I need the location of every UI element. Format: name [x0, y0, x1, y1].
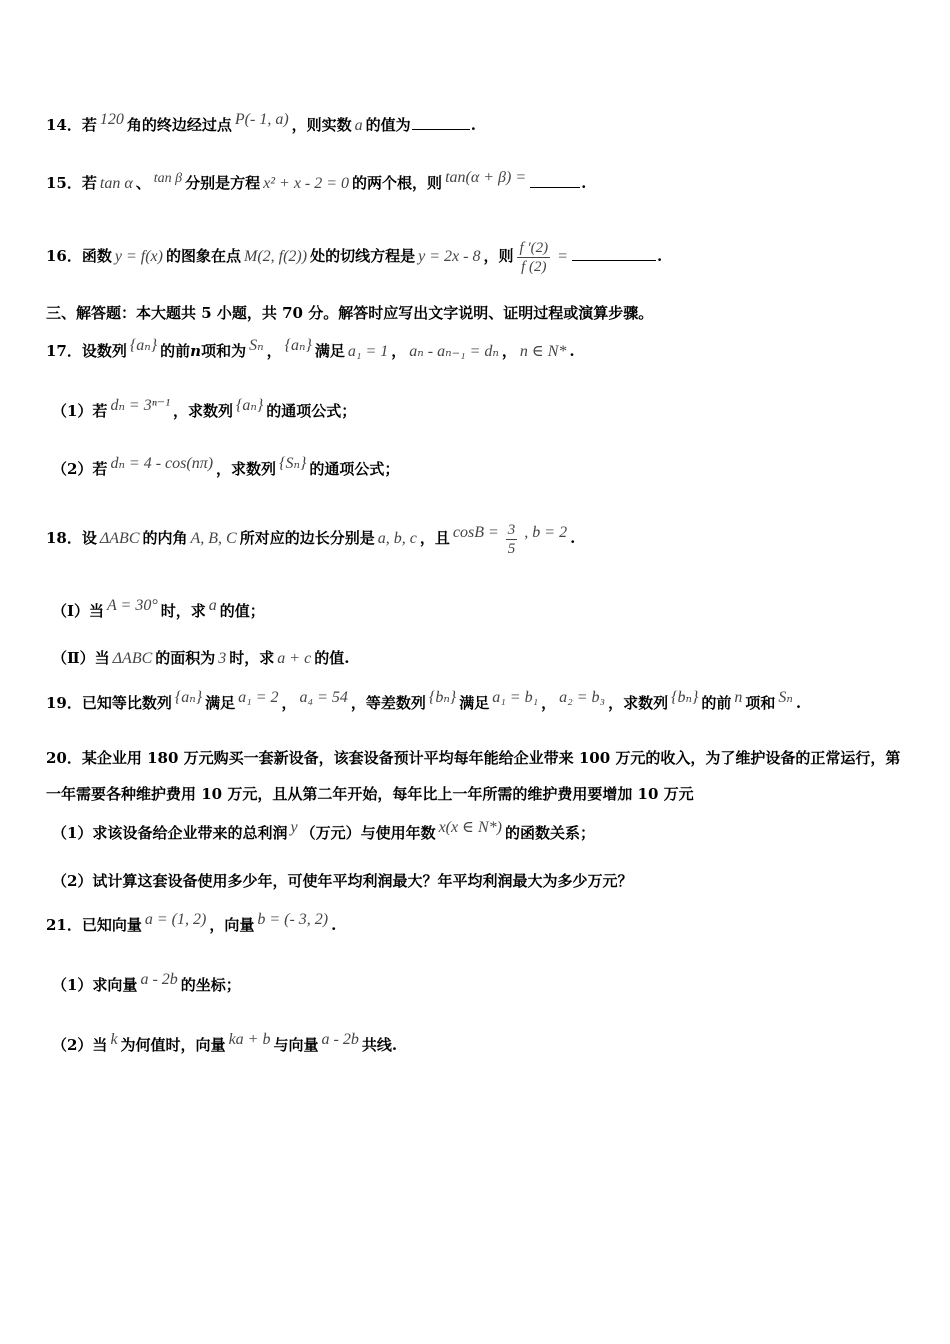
math-cond-3: n ∈ N*	[519, 343, 567, 360]
math-angles: A, B, C	[190, 530, 237, 547]
math-fraction: $\frac{3}{5}$	[507, 521, 516, 557]
math-sides: a, b, c	[377, 530, 417, 547]
math-cos: cosB =	[452, 524, 499, 541]
section-heading: 三、解答题：本大题共 5 小题，共 70 分。解答时应写出文字说明、证明过程或演算步骤。	[46, 304, 654, 322]
math-seq: {aₙ}	[284, 337, 312, 354]
math-equation: x² + x - 2 = 0	[263, 175, 350, 192]
math-cond-2: aₙ - aₙ₋₁ = dₙ	[409, 343, 499, 360]
math-seq: {aₙ}	[174, 689, 203, 706]
question-17-part-2: （2）若 dₙ = 4 - cos(nπ) ，求数列 {Sₙ} 的通项公式；	[52, 455, 400, 478]
question-21: 21．已知向量 a = (1, 2) ，向量 b = (- 3, 2) .	[46, 911, 337, 934]
math-triangle: ΔABC	[112, 650, 153, 667]
question-17-part-1: （1）若 dₙ = 3ⁿ⁻¹ ，求数列 {aₙ} 的通项公式；	[52, 397, 357, 420]
math-expression: a - 2b	[321, 1031, 359, 1048]
math-cond-4: a₂ = b₃	[559, 689, 606, 706]
math-seq: {bₙ}	[671, 689, 699, 706]
math-triangle: ΔABC	[99, 530, 140, 547]
math-seq: {Sₙ}	[279, 455, 307, 472]
question-21-part-1: （1）求向量 a - 2b 的坐标；	[52, 971, 241, 994]
math-value: 3	[218, 650, 227, 667]
math-tan-beta: tan β	[153, 171, 183, 186]
question-18: 18．设 ΔABC 的内角 A, B, C 所对应的边长分别是 a, b, c ，且 cosB = $\frac{3}{5}$ , b = 2 .	[46, 521, 576, 557]
math-cond-1: a₁ = 2	[238, 689, 279, 706]
question-15: 15．若 tan α 、 tan β 分别是方程 x² + x - 2 = 0 的两个根，则 tan(α + β) = .	[46, 169, 587, 192]
math-expression: a - 2b	[140, 971, 178, 988]
math-point: M(2, f(2))	[244, 248, 308, 265]
question-20-part-1: （1）求该设备给企业带来的总利润 y （万元）与使用年数 x(x ∈ N*) 的函数关系；	[52, 819, 595, 842]
question-14: 14．若 120 角的终边经过点 P(- 1, a) ，则实数 a 的值为 .	[46, 111, 476, 134]
math-sum: Sₙ	[778, 689, 793, 706]
math-vector-b: b = (- 3, 2)	[257, 911, 329, 928]
question-20-part-2: （2）试计算这套设备使用多少年，可使年平均利润最大？年平均利润最大为多少万元？	[52, 872, 633, 890]
math-angle: 120	[99, 111, 124, 128]
question-18-part-1: （Ⅰ）当 A = 30° 时，求 a 的值；	[52, 597, 265, 620]
question-19: 19．已知等比数列 {aₙ} 满足 a₁ = 2 ， a₄ = 54 ，等差数列 {bₙ} 满足 a₁ = b₁ ， a₂ = b₃ ，求数列 {bₙ} 的前 n 项和 Sₙ .	[46, 689, 802, 712]
math-seq: {aₙ}	[129, 337, 158, 354]
math-n: n	[734, 689, 743, 706]
math-function: y = f(x)	[114, 248, 163, 265]
math-b: , b = 2	[524, 524, 568, 541]
math-cond-1: a₁ = 1	[347, 343, 389, 360]
question-21-part-2: （2）当 k 为何值时，向量 ka + b 与向量 a - 2b 共线.	[52, 1031, 398, 1054]
math-x: x(x ∈ N*)	[438, 819, 502, 836]
math-seq: {aₙ}	[236, 397, 264, 414]
answer-blank	[412, 115, 470, 130]
question-20: 20．某企业用 180 万元购买一套新设备，该套设备预计平均每年能给企业带来 100 万元的收入，为了维护设备的正常运行，第一年需要各种维护费用 10 万元，且从第二年开始，每年比上一年所需的维护费用要增加 10 万元	[46, 749, 901, 803]
math-expression: tan(α + β) =	[445, 169, 527, 186]
question-16: 16．函数 y = f(x) 的图象在点 M(2, f(2)) 处的切线方程是 y = 2x - 8 ，则 $\frac{f '(2)}{f (2)}$ = .	[46, 239, 663, 275]
answer-blank	[530, 173, 580, 188]
math-tan-alpha: tan α	[99, 175, 133, 192]
math-expression: ka + b	[228, 1031, 271, 1048]
math-vector-a: a = (1, 2)	[144, 911, 207, 928]
math-expression: a + c	[277, 650, 312, 667]
answer-blank	[572, 246, 656, 261]
math-k: k	[110, 1031, 118, 1048]
math-point: P(- 1, a)	[234, 111, 289, 128]
math-var: a	[354, 117, 363, 134]
math-condition: A = 30°	[107, 597, 158, 614]
math-line-equation: y = 2x - 8	[418, 248, 481, 265]
question-17: 17．设数列 {aₙ} 的前n项和为 Sₙ ， {aₙ} 满足 a₁ = 1 ， aₙ - aₙ₋₁ = dₙ ， n ∈ N* .	[46, 337, 575, 360]
math-cond-2: a₄ = 54	[299, 689, 348, 706]
math-seq: {bₙ}	[428, 689, 457, 706]
math-condition: dₙ = 4 - cos(nπ)	[110, 455, 214, 472]
math-var: a	[208, 597, 217, 614]
math-cond-3: a₁ = b₁	[492, 689, 539, 706]
math-condition: dₙ = 3ⁿ⁻¹	[110, 397, 170, 414]
math-sum: Sₙ	[249, 337, 264, 354]
math-fraction: $\frac{f '(2)}{f (2)}$	[519, 239, 549, 275]
question-18-part-2: （Ⅱ）当 ΔABC 的面积为 3 时，求 a + c 的值.	[52, 649, 350, 667]
math-y: y	[290, 819, 298, 836]
